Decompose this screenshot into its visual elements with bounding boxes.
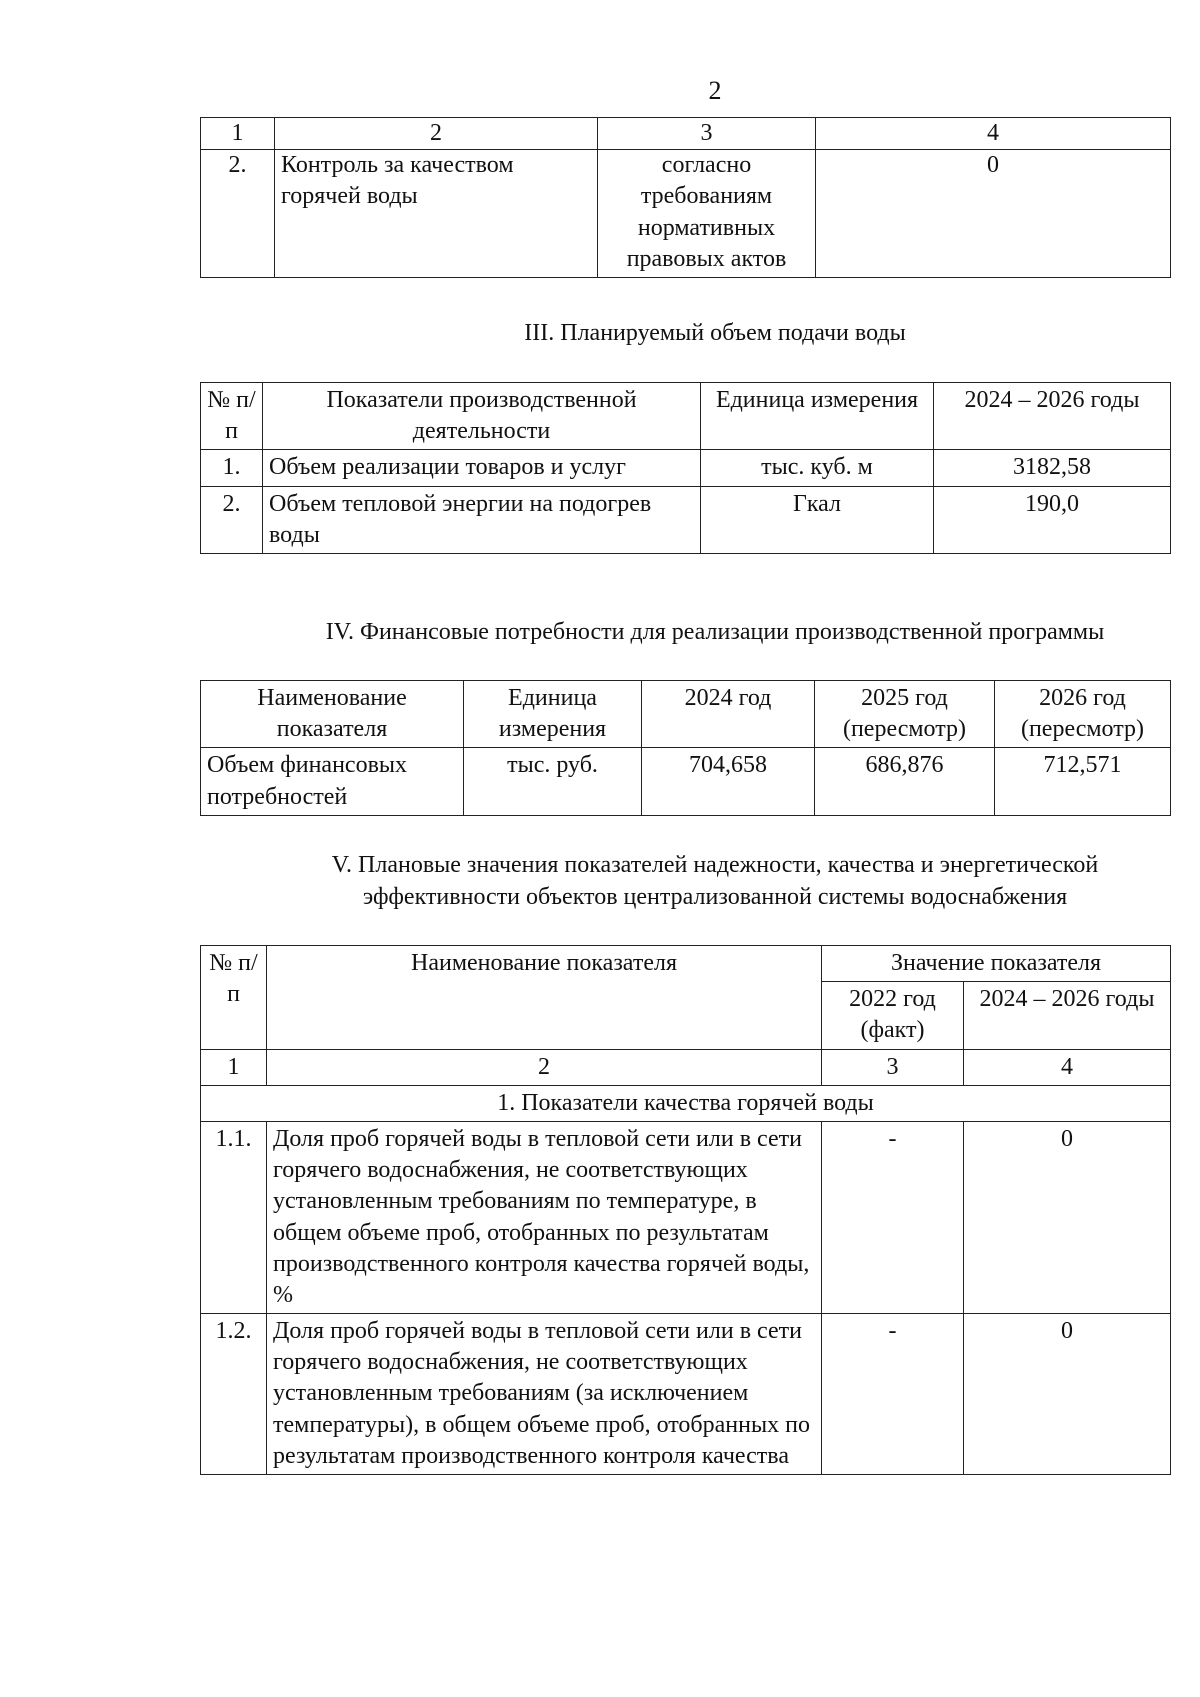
header-cell: Наименование показателя <box>267 946 822 1050</box>
row-number-cell: 1.2. <box>201 1314 267 1475</box>
column-number-row <box>201 1049 1171 1085</box>
header-cell: 2024 – 2026 годы <box>934 383 1171 450</box>
financial-needs-table <box>200 680 1171 816</box>
header-cell: Показатели производственной деятельности <box>263 383 701 450</box>
unit-cell: тыс. руб. <box>464 748 642 815</box>
col-number-cell: 3 <box>598 118 816 150</box>
page-number: 2 <box>708 76 722 105</box>
row-number-cell: 2. <box>201 486 263 553</box>
row-number-cell: 1.1. <box>201 1121 267 1313</box>
value-2025-cell: 686,876 <box>815 748 995 815</box>
header-cell: 2024 год <box>642 681 815 748</box>
header-cell: Единица измерения <box>701 383 934 450</box>
fact-value-cell: - <box>822 1121 964 1313</box>
fact-value-cell: - <box>822 1314 964 1475</box>
header-cell: 2022 год (факт) <box>822 982 964 1049</box>
value-cell: 3182,58 <box>934 450 1171 486</box>
row-number-cell: 1. <box>201 450 263 486</box>
section-5-title-line-2: эффективности объектов централизованной системы водоснабжения <box>362 884 1068 910</box>
indicator-name-cell: Доля проб горячей воды в тепловой сети или в сети горячего водоснабжения, не соответствующих установленным требованиям (за исключением температуры), в общем объеме проб, отобранных по результатам производственного контроля качества <box>267 1314 822 1475</box>
header-group-cell: Значение показателя <box>822 946 1171 982</box>
section-3-title: III. Планируемый объем подачи воды <box>524 320 906 346</box>
continuation-table <box>200 117 1171 278</box>
section-5-title-line-1: V. Плановые значения показателей надежности, качества и энергетической <box>331 852 1099 878</box>
col-number-cell: 1 <box>201 1049 267 1085</box>
activity-name-cell: Контроль за качеством горячей воды <box>275 150 598 278</box>
reliability-indicators-table <box>200 945 1171 1475</box>
col-number-cell: 4 <box>964 1049 1171 1085</box>
term-cell: согласно требованиям нормативных правовых актов <box>598 150 816 278</box>
table-row <box>201 486 1171 553</box>
header-cell: Единица измерения <box>464 681 642 748</box>
col-number-cell: 2 <box>275 118 598 150</box>
table-row <box>201 450 1171 486</box>
plan-value-cell: 0 <box>964 1314 1171 1475</box>
header-row <box>201 383 1171 450</box>
header-cell: Наименование показателя <box>201 681 464 748</box>
header-row <box>201 946 1171 982</box>
header-cell: № п/п <box>201 946 267 1050</box>
unit-cell: Гкал <box>701 486 934 553</box>
indicator-name-cell: Доля проб горячей воды в тепловой сети или в сети горячего водоснабжения, не соответствующих установленным требованиям по температуре, в общем объеме проб, отобранных по результатам производственного контроля качества горячей воды, % <box>267 1121 822 1313</box>
column-number-row <box>201 118 1171 150</box>
col-number-cell: 3 <box>822 1049 964 1085</box>
plan-value-cell: 0 <box>964 1121 1171 1313</box>
unit-cell: тыс. куб. м <box>701 450 934 486</box>
table-row <box>201 1314 1171 1475</box>
indicator-name-cell: Объем финансовых потребностей <box>201 748 464 815</box>
group-title-cell: 1. Показатели качества горячей воды <box>201 1085 1171 1121</box>
col-number-cell: 1 <box>201 118 275 150</box>
header-cell: № п/п <box>201 383 263 450</box>
table-row <box>201 1121 1171 1313</box>
value-2026-cell: 712,571 <box>995 748 1171 815</box>
header-cell: 2024 – 2026 годы <box>964 982 1171 1049</box>
table-row <box>201 150 1171 278</box>
section-4-title: IV. Финансовые потребности для реализации производственной программы <box>325 619 1105 645</box>
col-number-cell: 2 <box>267 1049 822 1085</box>
value-cell: 190,0 <box>934 486 1171 553</box>
row-number-cell: 2. <box>201 150 275 278</box>
indicator-name-cell: Объем тепловой энергии на подогрев воды <box>263 486 701 553</box>
header-row <box>201 681 1171 748</box>
indicator-name-cell: Объем реализации товаров и услуг <box>263 450 701 486</box>
header-cell: 2025 год (пересмотр) <box>815 681 995 748</box>
table-row <box>201 748 1171 815</box>
value-cell: 0 <box>816 150 1171 278</box>
header-cell: 2026 год (пересмотр) <box>995 681 1171 748</box>
water-supply-volume-table <box>200 382 1171 554</box>
value-2024-cell: 704,658 <box>642 748 815 815</box>
col-number-cell: 4 <box>816 118 1171 150</box>
group-row <box>201 1085 1171 1121</box>
